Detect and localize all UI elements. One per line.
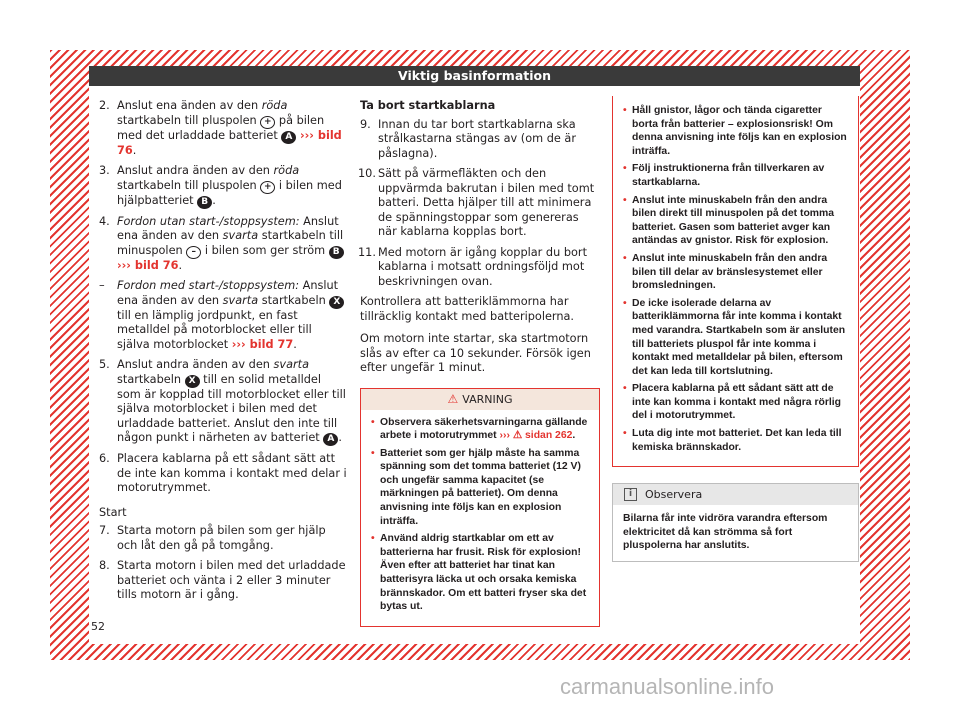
label-a-icon: A	[323, 433, 338, 446]
step-5: 5. Anslut andra änden av den svarta startkabeln X till en solid metalldel som är kopplad till motorblocket eller till själva motorblocket i bilen med det urladdade batteriet. Anslut den inte till någon punkt i närheten av batteriet A .	[99, 358, 346, 444]
warning-box	[360, 388, 600, 627]
note-body: Bilarna får inte vidröra varandra eftersom elektricitet då kan strömma så fort pluspolerna har anslutits.	[623, 513, 828, 552]
figure-ref-link[interactable]: bild 76	[130, 258, 179, 272]
column-right	[612, 96, 859, 562]
step-7: 7. Starta motorn på bilen som ger hjälp och låt den gå på tomgång.	[99, 524, 326, 552]
note-header: i Observera	[613, 484, 858, 505]
figure-ref-link[interactable]: ›››	[117, 258, 131, 272]
step-4-alt: – Fordon med start-/stoppsystem: Anslut ena änden av den svarta startkabeln X till en lämplig jordpunkt, en fast metalldel på motorblocket eller till själva motorblocket ››› bild 77.	[99, 279, 347, 352]
step-2: 2. Anslut ena änden av den röda startkabeln till pluspolen + på bilen med det urladdade batteriet A ››› bild 76.	[99, 99, 342, 157]
figure-ref-link[interactable]: ›››	[299, 128, 314, 142]
step-11: 11. Med motorn är igång kopplar du bort kablarna i motsatt ordningsföljd mot beskrivningen ovan.	[358, 245, 587, 288]
warning-bullet: • Håll gnistor, lågor och tända cigaretter borta från batterier – explosionsrisk! Om denna anvisning inte följs kan en explosion inträffa.	[623, 104, 850, 158]
step-8: 8. Starta motorn i bilen med det urladdade batteriet och vänta i 2 eller 3 minuter tills motorn är i gång.	[99, 559, 346, 601]
page-number: 52	[91, 620, 105, 633]
plus-terminal-icon: +	[260, 116, 275, 129]
figure-ref-link[interactable]: ›››	[231, 337, 246, 351]
step-9: 9. Innan du tar bort startkablarna ska strålkastarna stängas av (om de är påslagna).	[360, 117, 577, 160]
warning-bullet: • Placera kablarna på ett sådant sätt att de inte kan komma i kontakt med några rörlig del i motorutrymmet.	[623, 382, 850, 423]
page-ref-link[interactable]: sidan 262	[525, 430, 573, 442]
note-box	[612, 483, 859, 562]
warning-triangle-icon: ⚠	[447, 391, 459, 406]
page-ref-link[interactable]: ›››	[499, 430, 510, 442]
warning-bullet: • Använd aldrig startkablar om ett av batterierna har frusit. Risk för explosion! Även efter att batteriet har tinat kan batterisyra läcka ut och orsaka kemiska brännskador. Om ett batteri fryser ska det bytas ut.	[371, 532, 591, 614]
warning-bullet: • Anslut inte minuskabeln från den andra bilen direkt till minuspolen på det tomma batteriet. Gasen som batteriet avger kan antändas av gnistor. Risk för explosion.	[623, 194, 850, 248]
label-b-icon: B	[329, 246, 344, 259]
label-x-icon: X	[329, 296, 344, 309]
step-4: 4. Fordon utan start-/stoppsystem: Anslut ena änden av den svarta startkabeln till minuspolen – i bilen som ger ström B ››› bild 76.	[99, 214, 344, 272]
warning-bullet: • Batteriet som ger hjälp måste ha samma spänning som det tomma batteriet (12 V) och ungefär samma kapacitet (se märkningen på batteriet). Om denna anvisning inte följs kan en explosion inträffa.	[371, 447, 591, 529]
watermark: carmanualsonline.info	[560, 674, 775, 699]
label-a-icon: A	[281, 131, 296, 144]
figure-ref-link[interactable]: bild 77	[245, 337, 294, 351]
step-6: 6. Placera kablarna på ett sådant sätt att de inte kan komma i kontakt med delar i motorutrymmet.	[99, 452, 347, 494]
paragraph-clamps: Kontrollera att batteriklämmorna har tillräcklig kontakt med batteripolerna.	[360, 295, 575, 323]
label-x-icon: X	[185, 375, 200, 388]
section-title: Viktig basinformation	[89, 66, 860, 86]
column-left	[99, 99, 347, 609]
remove-cables-heading: Ta bort startkablarna	[360, 99, 496, 112]
figure-ref-link[interactable]: bild 76	[117, 128, 342, 157]
warning-bullet: • Luta dig inte mot batteriet. Det kan leda till kemiska brännskador.	[623, 427, 850, 454]
warning-bullet: • De icke isolerade delarna av batteriklämmorna får inte komma i kontakt med varandra. Startkabeln som är ansluten till batteriets pluspol får inte komma i kontakt med metalldelar på bilen, eftersom det kan leda till kortslutning.	[623, 297, 850, 379]
step-10: 10. Sätt på värmefläkten och den uppvärmda bakrutan i bilen med tomt batteri. Detta hjälper till att minimera de spänningstoppar som genereras när kablarna kopplas bort.	[358, 167, 595, 238]
minus-terminal-icon: –	[186, 246, 201, 259]
warning-bullet: • Följ instruktionerna från tillverkaren av startkablarna.	[623, 162, 850, 189]
paragraph-retry: Om motorn inte startar, ska startmotorn slås av efter ca 10 sekunder. Försök igen efter ungefär 1 minut.	[360, 332, 591, 374]
warning-body	[361, 410, 599, 626]
warning-header: ⚠ VARNING	[361, 389, 599, 410]
warning-bullet: • Anslut inte minuskabeln från den andra bilen till delar av bränslesystemet eller bromsledningen.	[623, 252, 850, 293]
warning-box-continued	[612, 96, 859, 467]
start-heading: Start	[99, 505, 127, 519]
label-b-icon: B	[197, 196, 212, 209]
plus-terminal-icon: +	[260, 181, 275, 194]
info-icon: i	[624, 488, 637, 501]
car-hood-icon: ⚠	[512, 430, 523, 442]
step-3: 3. Anslut andra änden av den röda startkabeln till pluspolen + i bilen med hjälpbatteriet B .	[99, 164, 342, 207]
column-middle	[360, 99, 600, 627]
warning-bullet: • Observera säkerhetsvarningarna gällande arbete i motorutrymmet ››› ⚠ sidan 262.	[371, 416, 591, 443]
